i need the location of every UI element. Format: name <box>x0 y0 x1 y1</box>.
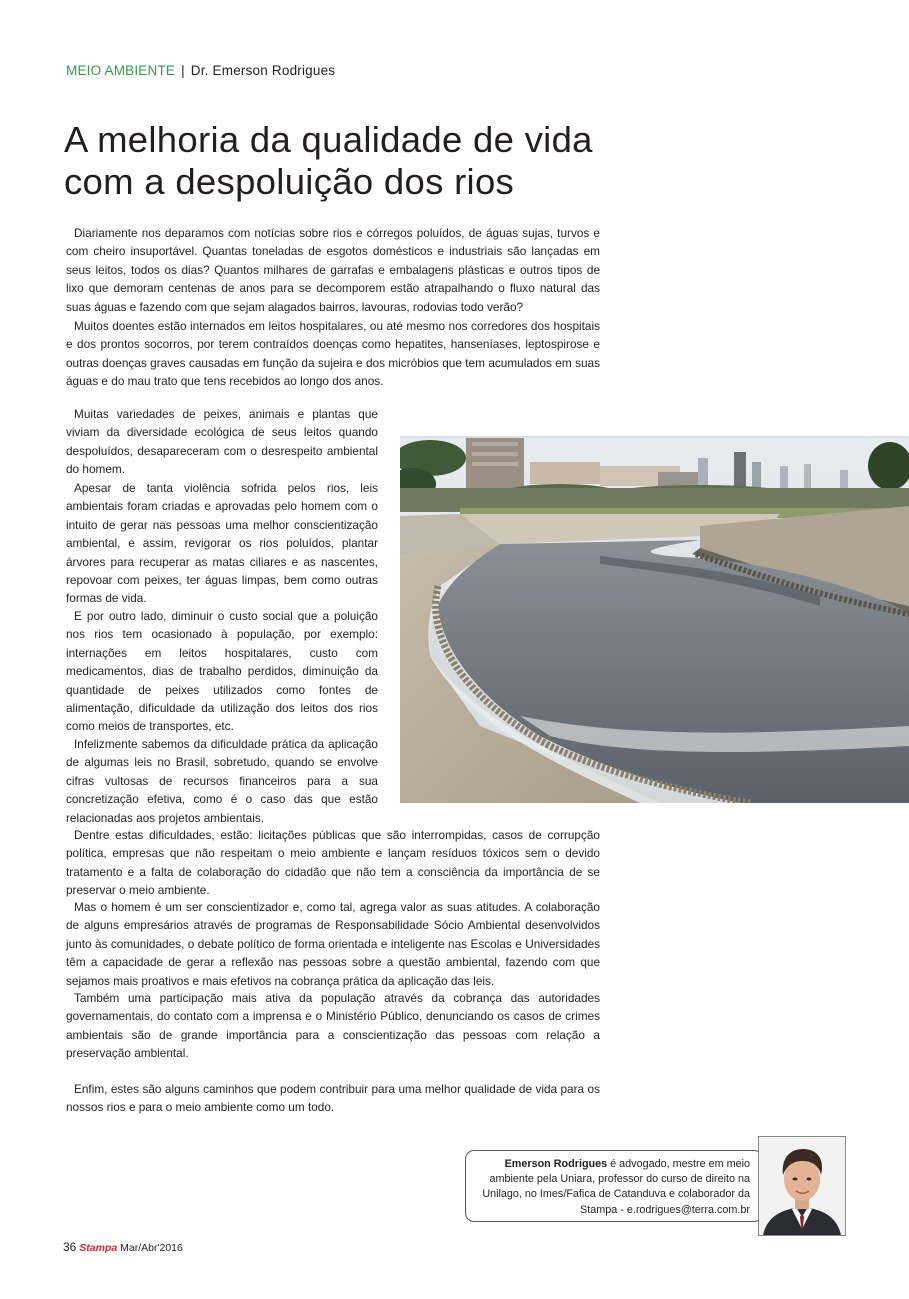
section-kicker <box>66 63 335 78</box>
author-portrait-illustration <box>759 1137 845 1235</box>
author-portrait <box>758 1136 846 1236</box>
magazine-brand: Stampa <box>79 1242 118 1254</box>
author-bio <box>474 1157 750 1218</box>
page-footer <box>63 1240 183 1254</box>
page-number: 36 <box>63 1240 77 1254</box>
author-bio-text: é advogado, mestre em meio ambiente pela Uniara, professor do curso de direito na Unilago, no Imes/Fafica de Catanduva e colaborador da Stampa - e.rodrigues@terra.com.br <box>482 1158 750 1216</box>
author-bio-name: Emerson Rodrigues <box>504 1158 608 1170</box>
article-paragraph: Mas o homem é um ser conscientizador e, como tal, agrega valor as suas atitudes. A colaboração de alguns empresários através de programas de Responsabilidade Sócio Ambiental desenvolvidos junto às comunidades, o debate político de forma orientada e inteligente nas Escolas e Universidades têm a capacidade de gerar a reflexão nas pessoas sobre a questão ambiental, fazendo com que sejamos mais proativos e mais efetivos na cobrança prática da aplicação das leis. <box>66 900 600 988</box>
issue-date: Mar/Abr'2016 <box>120 1242 183 1254</box>
article-paragraph: Apesar de tanta violência sofrida pelos rios, leis ambientais foram criadas e aprovadas pelo homem com o intuito de gerar nas pessoas uma melhor conscientização ambiental, e assim, revigorar os rios poluídos, plantar árvores para recuperar as matas ciliares e as nascentes, repovoar com peixes, ter águas limpas, bem como outras formas de vida. <box>66 481 378 606</box>
article-paragraph: Enfim, estes são alguns caminhos que podem contribuir para uma melhor qualidade de vida para os nossos rios e para o meio ambiente como um todo. <box>66 1082 600 1115</box>
article-paragraph: Muitos doentes estão internados em leitos hospitalares, ou até mesmo nos corredores dos hospitais e dos prontos socorros, por terem contraídos doenças como hepatites, hanseníases, leptospirose e outras doenças graves causadas em função da sujeira e dos micróbios que tem acumulados em suas águas e do mau trato que tens recebidos ao longo dos anos. <box>66 319 600 389</box>
headline-line-1: A melhoria da qualidade de vida <box>64 119 593 160</box>
section-label: MEIO AMBIENTE <box>66 63 176 78</box>
article-paragraph: Muitas variedades de peixes, animais e plantas que viviam da diversidade ecológica de seus leitos quando despoluídos, desapareceram com o desrespeito ambiental do homem. <box>66 407 378 477</box>
river-photo <box>400 436 909 803</box>
article-paragraph: E por outro lado, diminuir o custo social que a poluição nos rios tem ocasionado à população, por exemplo: internações em leitos hospitalares, custo com medicamentos, dias de trabalho perdidos, diminuição da quantidade de peixes utilizados como fontes de alimentação, dificuldade da utilização dos leitos dos rios como meios de transportes, etc. <box>66 609 378 734</box>
headline-line-2: com a despoluição dos rios <box>64 161 515 202</box>
kicker-separator: | <box>181 63 185 78</box>
article-headline <box>64 119 664 203</box>
article-paragraph: Também uma participação mais ativa da população através da cobrança das autoridades governamentais, do contato com a imprensa e o Ministério Público, denunciando os casos de crimes ambientais são de grande importância para a conscientização das pessoas com relação a preservação ambiental. <box>66 991 600 1061</box>
article-paragraph: Infelizmente sabemos da dificuldade prática da aplicação de algumas leis no Brasil, sobretudo, quando se envolve cifras vultosas de recursos financeiros para a sua concretização efetiva, como é o caso das que estão relacionadas aos projetos ambientais. <box>66 737 378 825</box>
river-photo-illustration <box>400 436 909 803</box>
article-paragraph: Dentre estas dificuldades, estão: licitações públicas que são interrompidas, casos de corrupção política, empresas que não respeitam o meio ambiente e lançam resíduos tóxicos sem o devido tratamento e a falta de colaboração do cidadão que não tem a consciência da importância de se preservar o meio ambiente. <box>66 828 600 898</box>
article-paragraph: Diariamente nos deparamos com notícias sobre rios e córregos poluídos, de águas sujas, turvos e com cheiro insuportável. Quantas toneladas de esgotos domésticos e industriais são lançadas em seus leitos, todos os dias? Quantos milhares de garrafas e embalagens plásticas e outros tipos de lixo que demoram centenas de anos para se decomporem estão atrapalhando o fluxo natural das suas águas e fazendo com que sejam alagados bairros, lavouras, rodovias todo verão? <box>66 226 600 314</box>
kicker-author: Dr. Emerson Rodrigues <box>190 63 336 78</box>
